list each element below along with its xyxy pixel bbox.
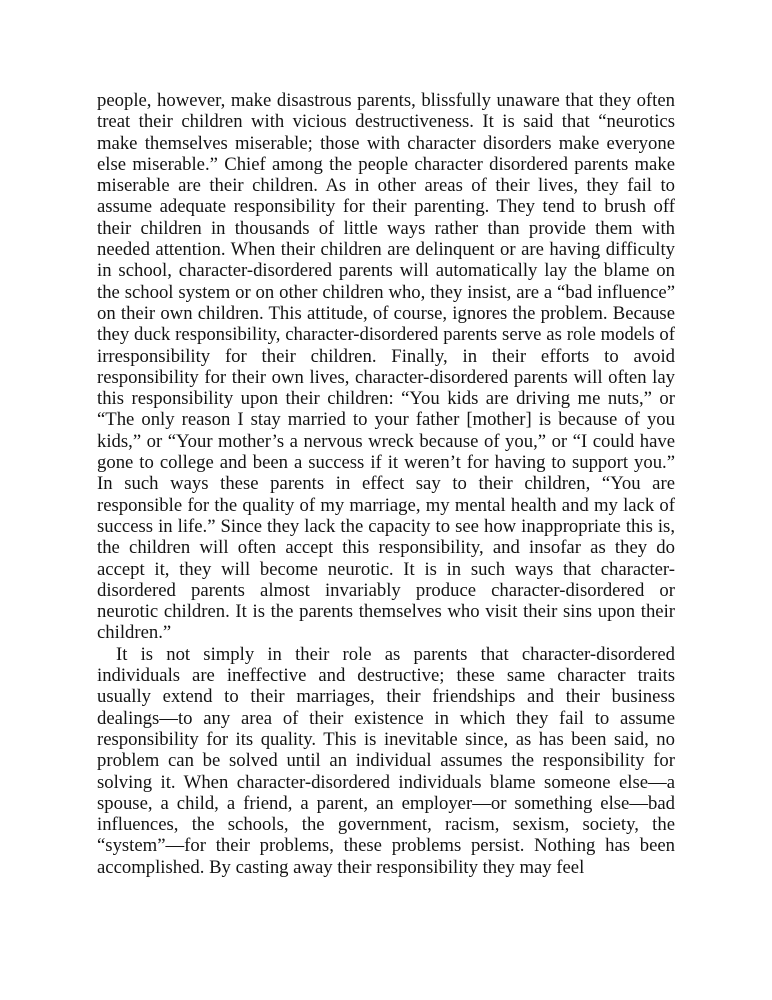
paragraph: It is not simply in their role as parents that character-disordered individuals are ineffective and destructive; these same character traits usually extend to their marriages, their friendships and their business dealings—to any area of their existence in which they fail to assume responsibility for its quality. This is inevitable since, as has been said, no problem can be solved until an individual assumes the responsibility for solving it. When character-disordered individuals blame someone else—a spouse, a child, a friend, a parent, an employer—or something else—bad influences, the schools, the government, racism, sexism, society, the “system”—for their problems, these problems persist. Nothing has been accomplished. By casting away their responsibility they may feel	[97, 643, 675, 878]
paragraph-continued: people, however, make disastrous parents, blissfully unaware that they often treat their children with vicious destructiveness. It is said that “neurotics make themselves miserable; those with character disorders make everyone else miserable.” Chief among the people character disordered parents make miserable are their children. As in other areas of their lives, they fail to assume adequate responsibility for their parenting. They tend to brush off their children in thousands of little ways rather than provide them with needed attention. When their children are delinquent or are having difficulty in school, character-disordered parents will automatically lay the blame on the school system or on other children who, they insist, are a “bad influence” on their own children. This attitude, of course, ignores the problem. Because they duck responsibility, character-disordered parents serve as role models of irresponsibility for their children. Finally, in their efforts to avoid responsibility for their own lives, character-disordered parents will often lay this responsibility upon their children: “You kids are driving me nuts,” or “The only reason I stay married to your father [mother] is because of you kids,” or “Your mother’s a nervous wreck because of you,” or “I could have gone to college and been a success if it weren’t for having to support you.” In such ways these parents in effect say to their children, “You are responsible for the quality of my marriage, my mental health and my lack of success in life.” Since they lack the capacity to see how inappropriate this is, the children will often accept this responsibility, and insofar as they do accept it, they will become neurotic. It is in such ways that character-disordered parents almost invariably produce character-disordered or neurotic children. It is the parents themselves who visit their sins upon their children.”	[97, 90, 675, 644]
body-text	[97, 90, 675, 878]
